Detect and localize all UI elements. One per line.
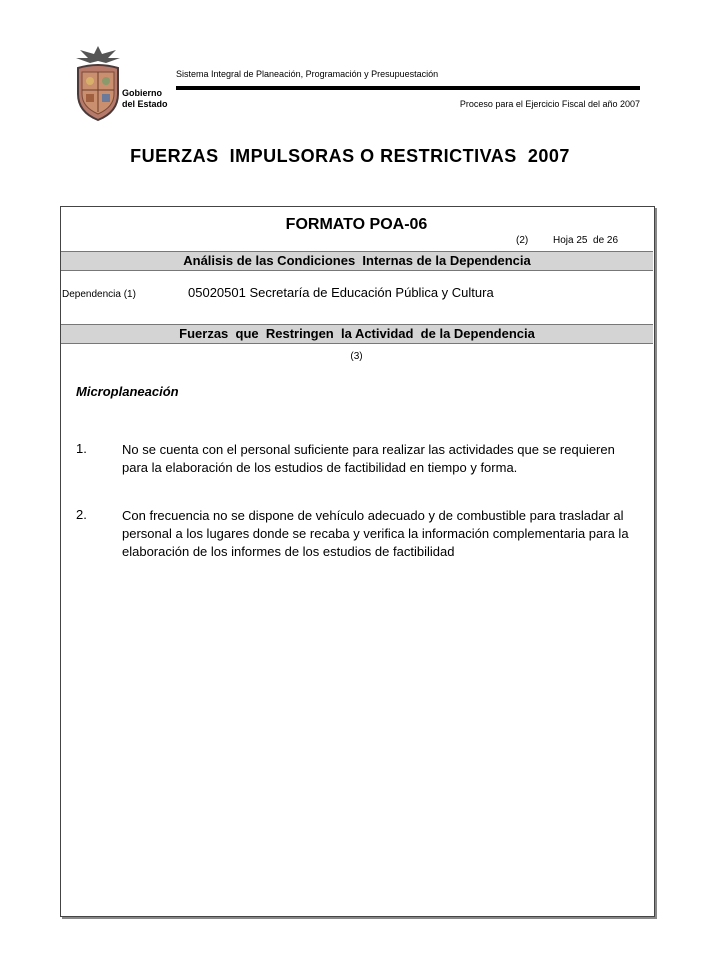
system-name: Sistema Integral de Planeación, Programación y Presupuestación bbox=[176, 69, 439, 79]
government-label: Gobierno del Estado bbox=[122, 88, 168, 109]
dependency-label: Dependencia (1) bbox=[62, 289, 136, 300]
state-seal-logo bbox=[72, 44, 124, 122]
reference-2: (2) bbox=[516, 235, 529, 246]
document-title: FUERZAS IMPULSORAS O RESTRICTIVAS 2007 bbox=[130, 146, 570, 166]
section-band-restricting-forces: Fuerzas que Restringen la Actividad de la Dependencia bbox=[61, 324, 653, 344]
sheet-number: Hoja 25 de 26 bbox=[553, 235, 619, 246]
list-item-number: 1. bbox=[76, 441, 87, 456]
reference-3: (3) bbox=[350, 351, 363, 362]
dependency-value: 05020501 Secretaría de Educación Pública y Cultura bbox=[188, 285, 494, 300]
format-title: FORMATO POA-06 bbox=[285, 216, 428, 233]
list-item-text: No se cuenta con el personal suficiente para realizar las actividades que se requieren para la elaboración de los estudios de factibilidad en tiempo y forma. bbox=[122, 442, 615, 475]
section-title: Microplaneación bbox=[76, 384, 179, 399]
section-band-internal-conditions: Análisis de las Condiciones Internas de la Dependencia bbox=[61, 251, 653, 271]
list-item-number: 2. bbox=[76, 507, 87, 522]
list-item-text: Con frecuencia no se dispone de vehículo adecuado y de combustible para trasladar al personal a los lugares donde se recaba y verifica la información complementaria para la elaboración de los informes de los estudios de factibilidad bbox=[122, 508, 629, 559]
header-rule bbox=[176, 86, 640, 90]
eagle-icon bbox=[76, 46, 120, 63]
form-frame bbox=[60, 206, 655, 917]
process-label: Proceso para el Ejercicio Fiscal del año 2007 bbox=[459, 99, 640, 109]
